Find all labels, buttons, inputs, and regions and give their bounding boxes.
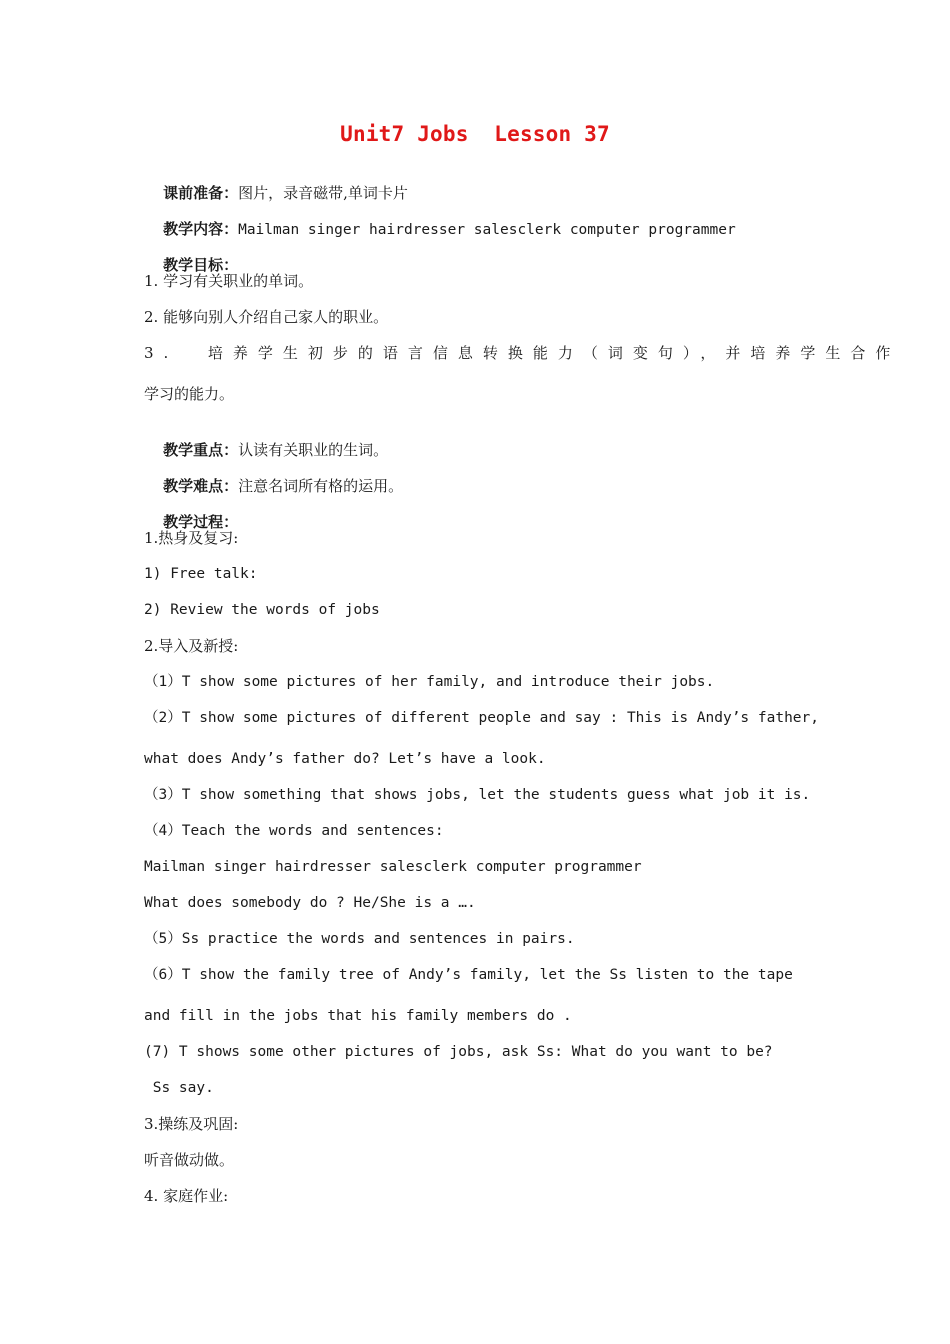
document-title: Unit7 Jobs Lesson 37 xyxy=(340,122,610,146)
step-2-item-3: （3）T show something that shows jobs, let the students guess what job it is. xyxy=(144,787,811,803)
content-text: Mailman singer hairdresser salesclerk computer programmer xyxy=(238,222,736,238)
step-2-item-2a: （2）T show some pictures of different people and say : This is Andy’s father, xyxy=(144,710,820,726)
step-3-heading: 3.操练及巩固: xyxy=(144,1115,239,1133)
step-2-item-6b: and fill in the jobs that his family members do . xyxy=(144,1008,572,1024)
step-2-item-7: (7) T shows some other pictures of jobs, ask Ss: What do you want to be? xyxy=(144,1044,773,1060)
goals-label: 教学目标： xyxy=(163,256,239,274)
process-label: 教学过程： xyxy=(163,513,239,531)
step-2-item-7b: Ss say. xyxy=(144,1080,214,1096)
step-1-heading: 1.热身及复习: xyxy=(144,529,239,547)
step-2-heading: 2.导入及新授: xyxy=(144,637,239,655)
step-4-heading: 4. 家庭作业: xyxy=(144,1187,229,1205)
content-label: 教学内容： xyxy=(163,220,239,238)
key-points-text: 认读有关职业的生词。 xyxy=(238,441,389,459)
step-2-item-5: （5）Ss practice the words and sentences in pairs. xyxy=(144,931,575,947)
step-3-text: 听音做动做。 xyxy=(144,1151,235,1169)
key-points-label: 教学重点： xyxy=(163,441,239,459)
goal-item-3b: 学习的能力。 xyxy=(144,385,235,403)
step-1-item-2: 2) Review the words of jobs xyxy=(144,602,380,618)
step-2-words: Mailman singer hairdresser salesclerk computer programmer xyxy=(144,859,642,875)
step-1-item-1: 1) Free talk: xyxy=(144,566,258,582)
step-2-item-6a: （6）T show the family tree of Andy’s family, let the Ss listen to the tape xyxy=(144,967,793,983)
goal-item-3a: 3. 培养学生初步的语言信息转换能力（词变句），并培养学生合作 xyxy=(144,344,901,362)
goal-item-2: 2. 能够向别人介绍自己家人的职业。 xyxy=(144,308,389,326)
step-2-sentence: What does somebody do ? He/She is a …. xyxy=(144,895,476,911)
step-2-item-4: （4）Teach the words and sentences: xyxy=(144,823,444,839)
step-2-item-1: （1）T show some pictures of her family, and introduce their jobs. xyxy=(144,674,715,690)
difficulties-label: 教学难点： xyxy=(163,477,239,495)
prep-text: 图片，录音磁带,单词卡片 xyxy=(238,184,408,202)
step-2-item-2b: what does Andy’s father do? Let’s have a look. xyxy=(144,751,546,767)
difficulties-text: 注意名词所有格的运用。 xyxy=(238,477,404,495)
goal-item-1: 1. 学习有关职业的单词。 xyxy=(144,272,314,290)
prep-label: 课前准备： xyxy=(163,184,239,202)
